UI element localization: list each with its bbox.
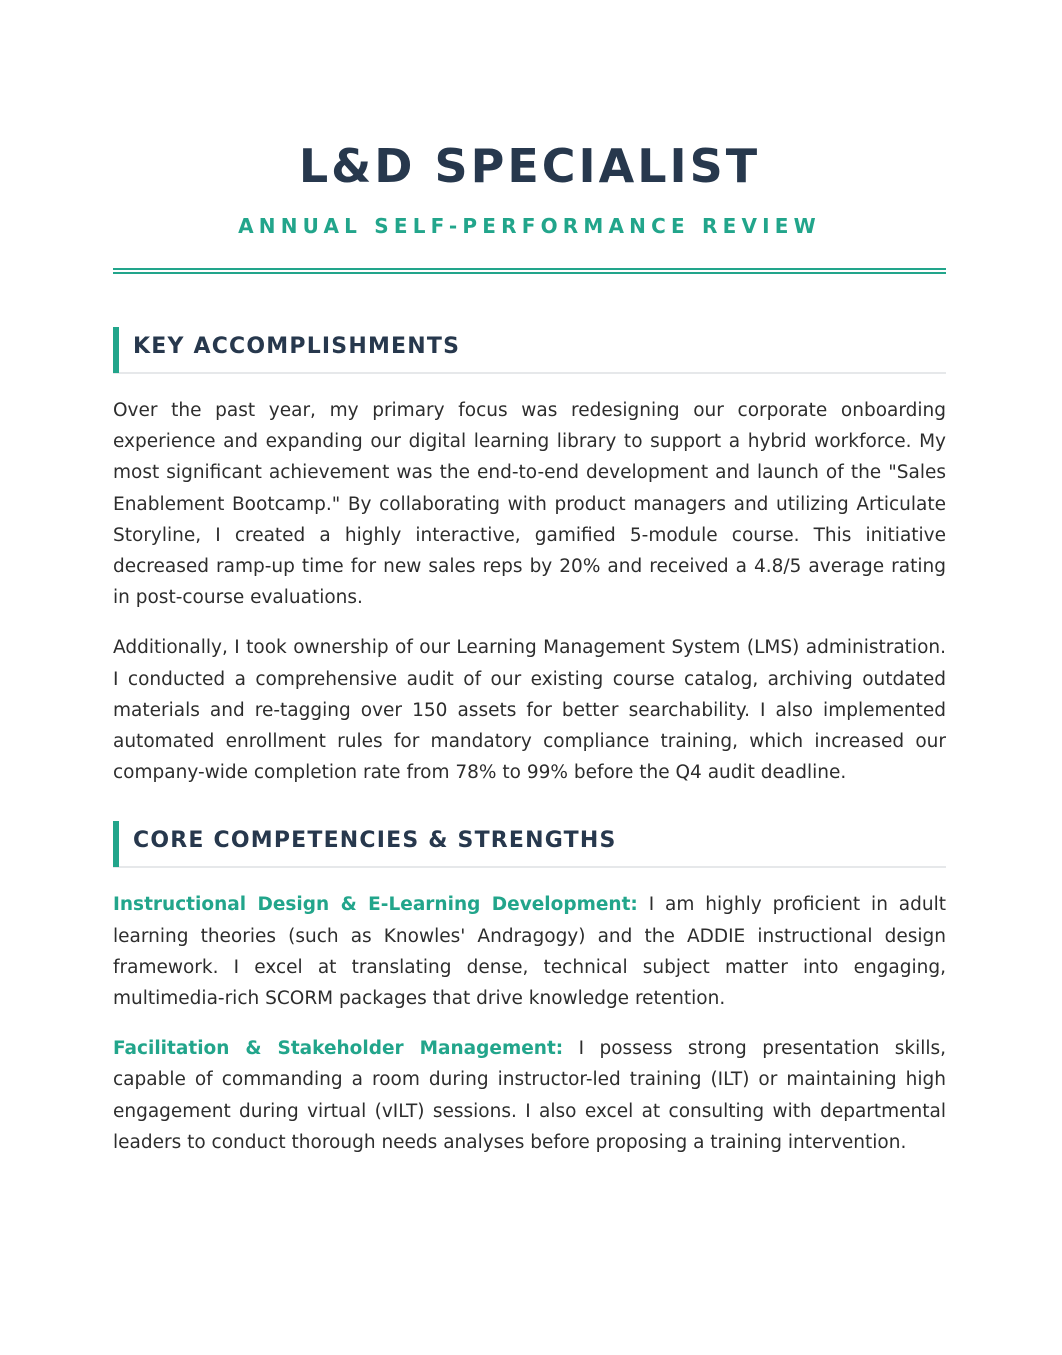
competency-text: I possess strong presentation skills, capable of commanding a room during instructor-led training (ILT) or maintaining high engagement during virtual (vILT) sessions. I also excel at consulting with departmental leaders to conduct thorough needs analyses before proposing a training intervention. [113,1038,947,1153]
competency-item [113,889,946,1014]
competency-label: Instructional Design & E-Learning Development: [113,894,638,916]
section-header-accomplishments [113,327,946,374]
header-divider [113,268,946,274]
page-title: L&D SPECIALIST [298,139,761,193]
competency-label: Facilitation & Stakeholder Management: [113,1038,564,1060]
paragraph: Additionally, I took ownership of our Learning Management System (LMS) administration. I conducted a comprehensive audit of our existing course catalog, archiving outdated materials and re-tagging over 150 assets for better searchability. I also implemented automated enrollment rules for mandatory compliance training, which increased our company-wide completion rate from 78% to 99% before the Q4 audit deadline. [113,637,946,784]
section-title: CORE COMPETENCIES & STRENGTHS [133,828,617,854]
competency-item [113,1033,946,1158]
page-subtitle: ANNUAL SELF-PERFORMANCE REVIEW [238,214,821,238]
paragraph: Over the past year, my primary focus was redesigning our corporate onboarding experience and expanding our digital learning library to support a hybrid workforce. My most significant achievement was the end-to-end development and launch of the "Sales Enablement Bootcamp." By collaborating with product managers and utilizing Articulate Storyline, I created a highly interactive, gamified 5-module course. This initiative decreased ramp-up time for new sales reps by 20% and received a 4.8/5 average rating in post-course evaluations. [113,400,946,609]
section-title: KEY ACCOMPLISHMENTS [133,334,461,359]
section-accent-bar [113,821,119,867]
section-header-competencies [113,821,946,868]
section-accent-bar [113,327,119,373]
competency-text: I am highly proficient in adult learning theories (such as Knowles' Andragogy) and the ADDIE instructional design framework. I excel at translating dense, technical subject matter into engaging, multimedia-rich SCORM packages that drive knowledge retention. [113,894,946,1010]
